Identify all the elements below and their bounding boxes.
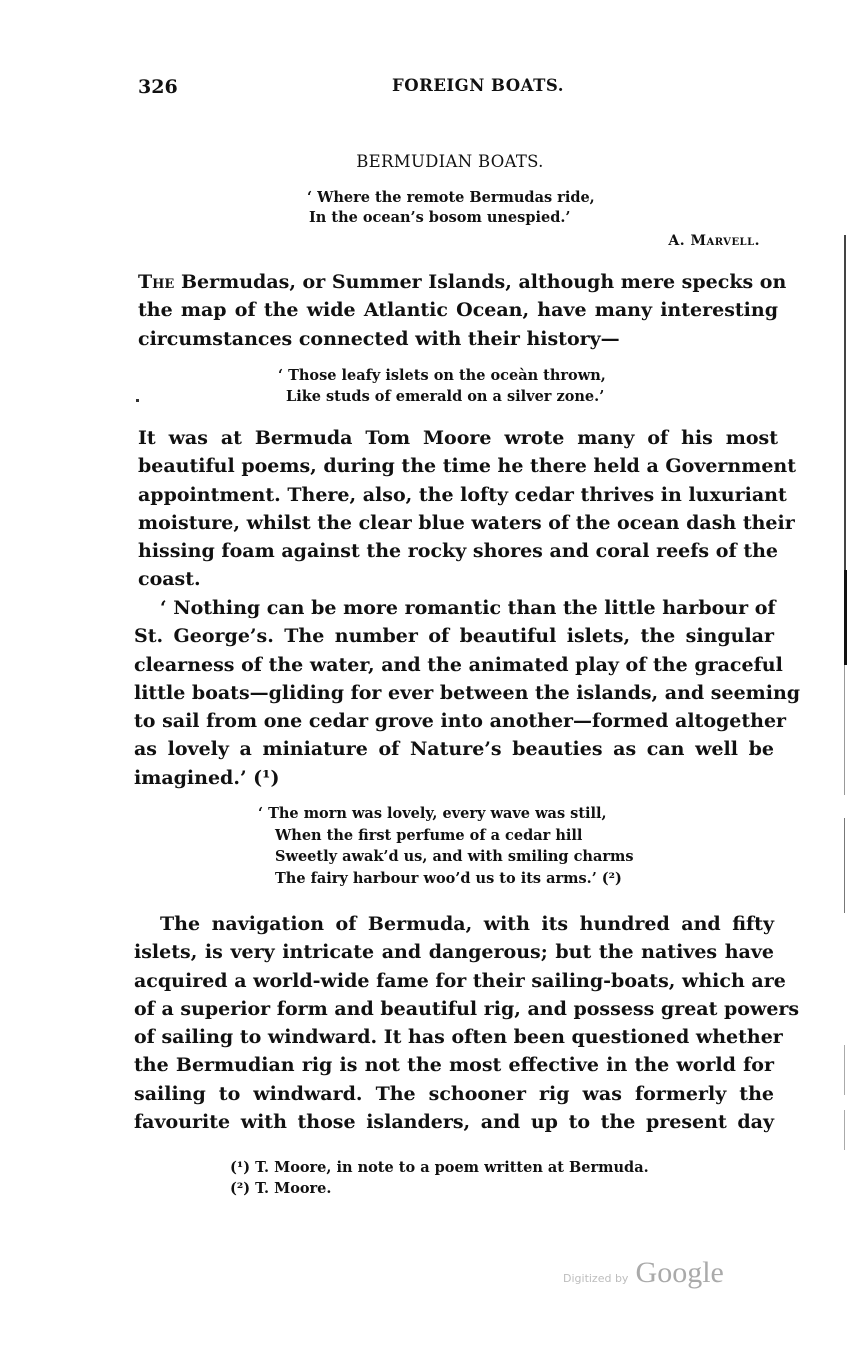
text-line: favourite with those islanders, and up to the present day bbox=[134, 1111, 774, 1134]
text-line: circumstances connected with their history— bbox=[138, 327, 620, 350]
verse-line: When the first perfume of a cedar hill bbox=[275, 826, 583, 844]
scan-speck bbox=[136, 399, 139, 402]
page-number: 326 bbox=[138, 76, 178, 98]
text-line: The navigation of Bermuda, with its hundred and fifty bbox=[160, 913, 774, 935]
footnote-text: T. Moore. bbox=[250, 1180, 332, 1197]
text-line: of a superior form and beautiful rig, and possess great powers bbox=[134, 997, 800, 1020]
footnote-marker: (¹) bbox=[230, 1159, 251, 1176]
text-line: ‘ Nothing can be more romantic than the little harbour of bbox=[160, 597, 776, 619]
text-line: moisture, whilst the clear blue waters of the ocean dash their bbox=[138, 511, 795, 534]
section-title: BERMUDIAN BOATS. bbox=[356, 152, 544, 171]
text-line: sailing to windward. The schooner rig was formerly the bbox=[134, 1082, 774, 1105]
epigraph-attribution: A. Marvell. bbox=[668, 233, 760, 249]
text-line: St. George’s. The number of beautiful islets, the singular bbox=[134, 625, 774, 648]
footnote-text: T. Moore, in note to a poem written at Bermuda. bbox=[250, 1159, 649, 1176]
text-line: coast. bbox=[138, 568, 201, 591]
epigraph bbox=[307, 188, 595, 228]
text-line: of sailing to windward. It has often been questioned whether bbox=[134, 1026, 783, 1049]
paragraph-1 bbox=[138, 268, 787, 353]
verse-line: ‘ The morn was lovely, every wave was still, bbox=[258, 805, 607, 822]
verse-line: The fairy harbour woo’d us to its arms.’ (²) bbox=[275, 869, 622, 887]
scan-edge-line bbox=[844, 570, 847, 665]
text-line: clearness of the water, and the animated play of the graceful bbox=[134, 653, 783, 676]
text-line: beautiful poems, during the time he there held a Government bbox=[138, 455, 797, 478]
smallcaps-lead: The bbox=[138, 271, 175, 293]
digitized-by-google-watermark bbox=[563, 1256, 724, 1290]
footnotes bbox=[230, 1157, 649, 1199]
paragraph-3 bbox=[134, 594, 801, 792]
text-line: appointment. There, also, the lofty cedar thrives in luxuriant bbox=[138, 483, 787, 506]
running-title: FOREIGN BOATS. bbox=[392, 76, 564, 95]
footnote bbox=[230, 1178, 649, 1199]
scan-edge-line bbox=[844, 235, 846, 570]
footnote bbox=[230, 1157, 649, 1178]
text-line: islets, is very intricate and dangerous; but the natives have bbox=[134, 941, 774, 964]
verse-quote-1 bbox=[278, 365, 606, 407]
scan-edge-line bbox=[844, 1110, 845, 1150]
text-line: little boats—gliding for ever between the islands, and seeming bbox=[134, 681, 801, 704]
scan-edge-line bbox=[844, 818, 845, 913]
scan-edge-line bbox=[844, 665, 845, 795]
scan-edge-line bbox=[844, 1045, 845, 1095]
epigraph-line: ‘ Where the remote Bermudas ride, bbox=[307, 189, 595, 206]
text-line: as lovely a miniature of Nature’s beauties as can well be bbox=[134, 738, 774, 761]
text-line: Bermudas, or Summer Islands, although mere specks on bbox=[174, 271, 787, 293]
verse-line: Like studs of emerald on a silver zone.’ bbox=[286, 388, 605, 405]
text-line: hissing foam against the rocky shores and coral reefs of the bbox=[138, 540, 778, 563]
epigraph-line: In the ocean’s bosom unespied.’ bbox=[309, 209, 571, 226]
text-line: acquired a world-wide fame for their sailing-boats, which are bbox=[134, 969, 786, 992]
paragraph-2 bbox=[138, 424, 797, 594]
text-line: imagined.’ (¹) bbox=[134, 766, 280, 789]
text-line: It was at Bermuda Tom Moore wrote many of his most bbox=[138, 427, 778, 449]
text-line: to sail from one cedar grove into another—formed altogether bbox=[134, 710, 787, 733]
footnote-marker: (²) bbox=[230, 1180, 251, 1197]
text-line: the Bermudian rig is not the most effective in the world for bbox=[134, 1054, 774, 1077]
running-head bbox=[138, 76, 778, 106]
verse-line: ‘ Those leafy islets on the oceàn thrown, bbox=[278, 367, 606, 384]
digitized-label: Digitized by bbox=[563, 1272, 629, 1285]
verse-quote-2 bbox=[258, 803, 634, 889]
paragraph-4 bbox=[134, 910, 800, 1136]
verse-line: Sweetly awak’d us, and with smiling charms bbox=[275, 848, 634, 865]
google-logo: Google bbox=[635, 1256, 724, 1289]
text-line: the map of the wide Atlantic Ocean, have many interesting bbox=[138, 299, 778, 322]
